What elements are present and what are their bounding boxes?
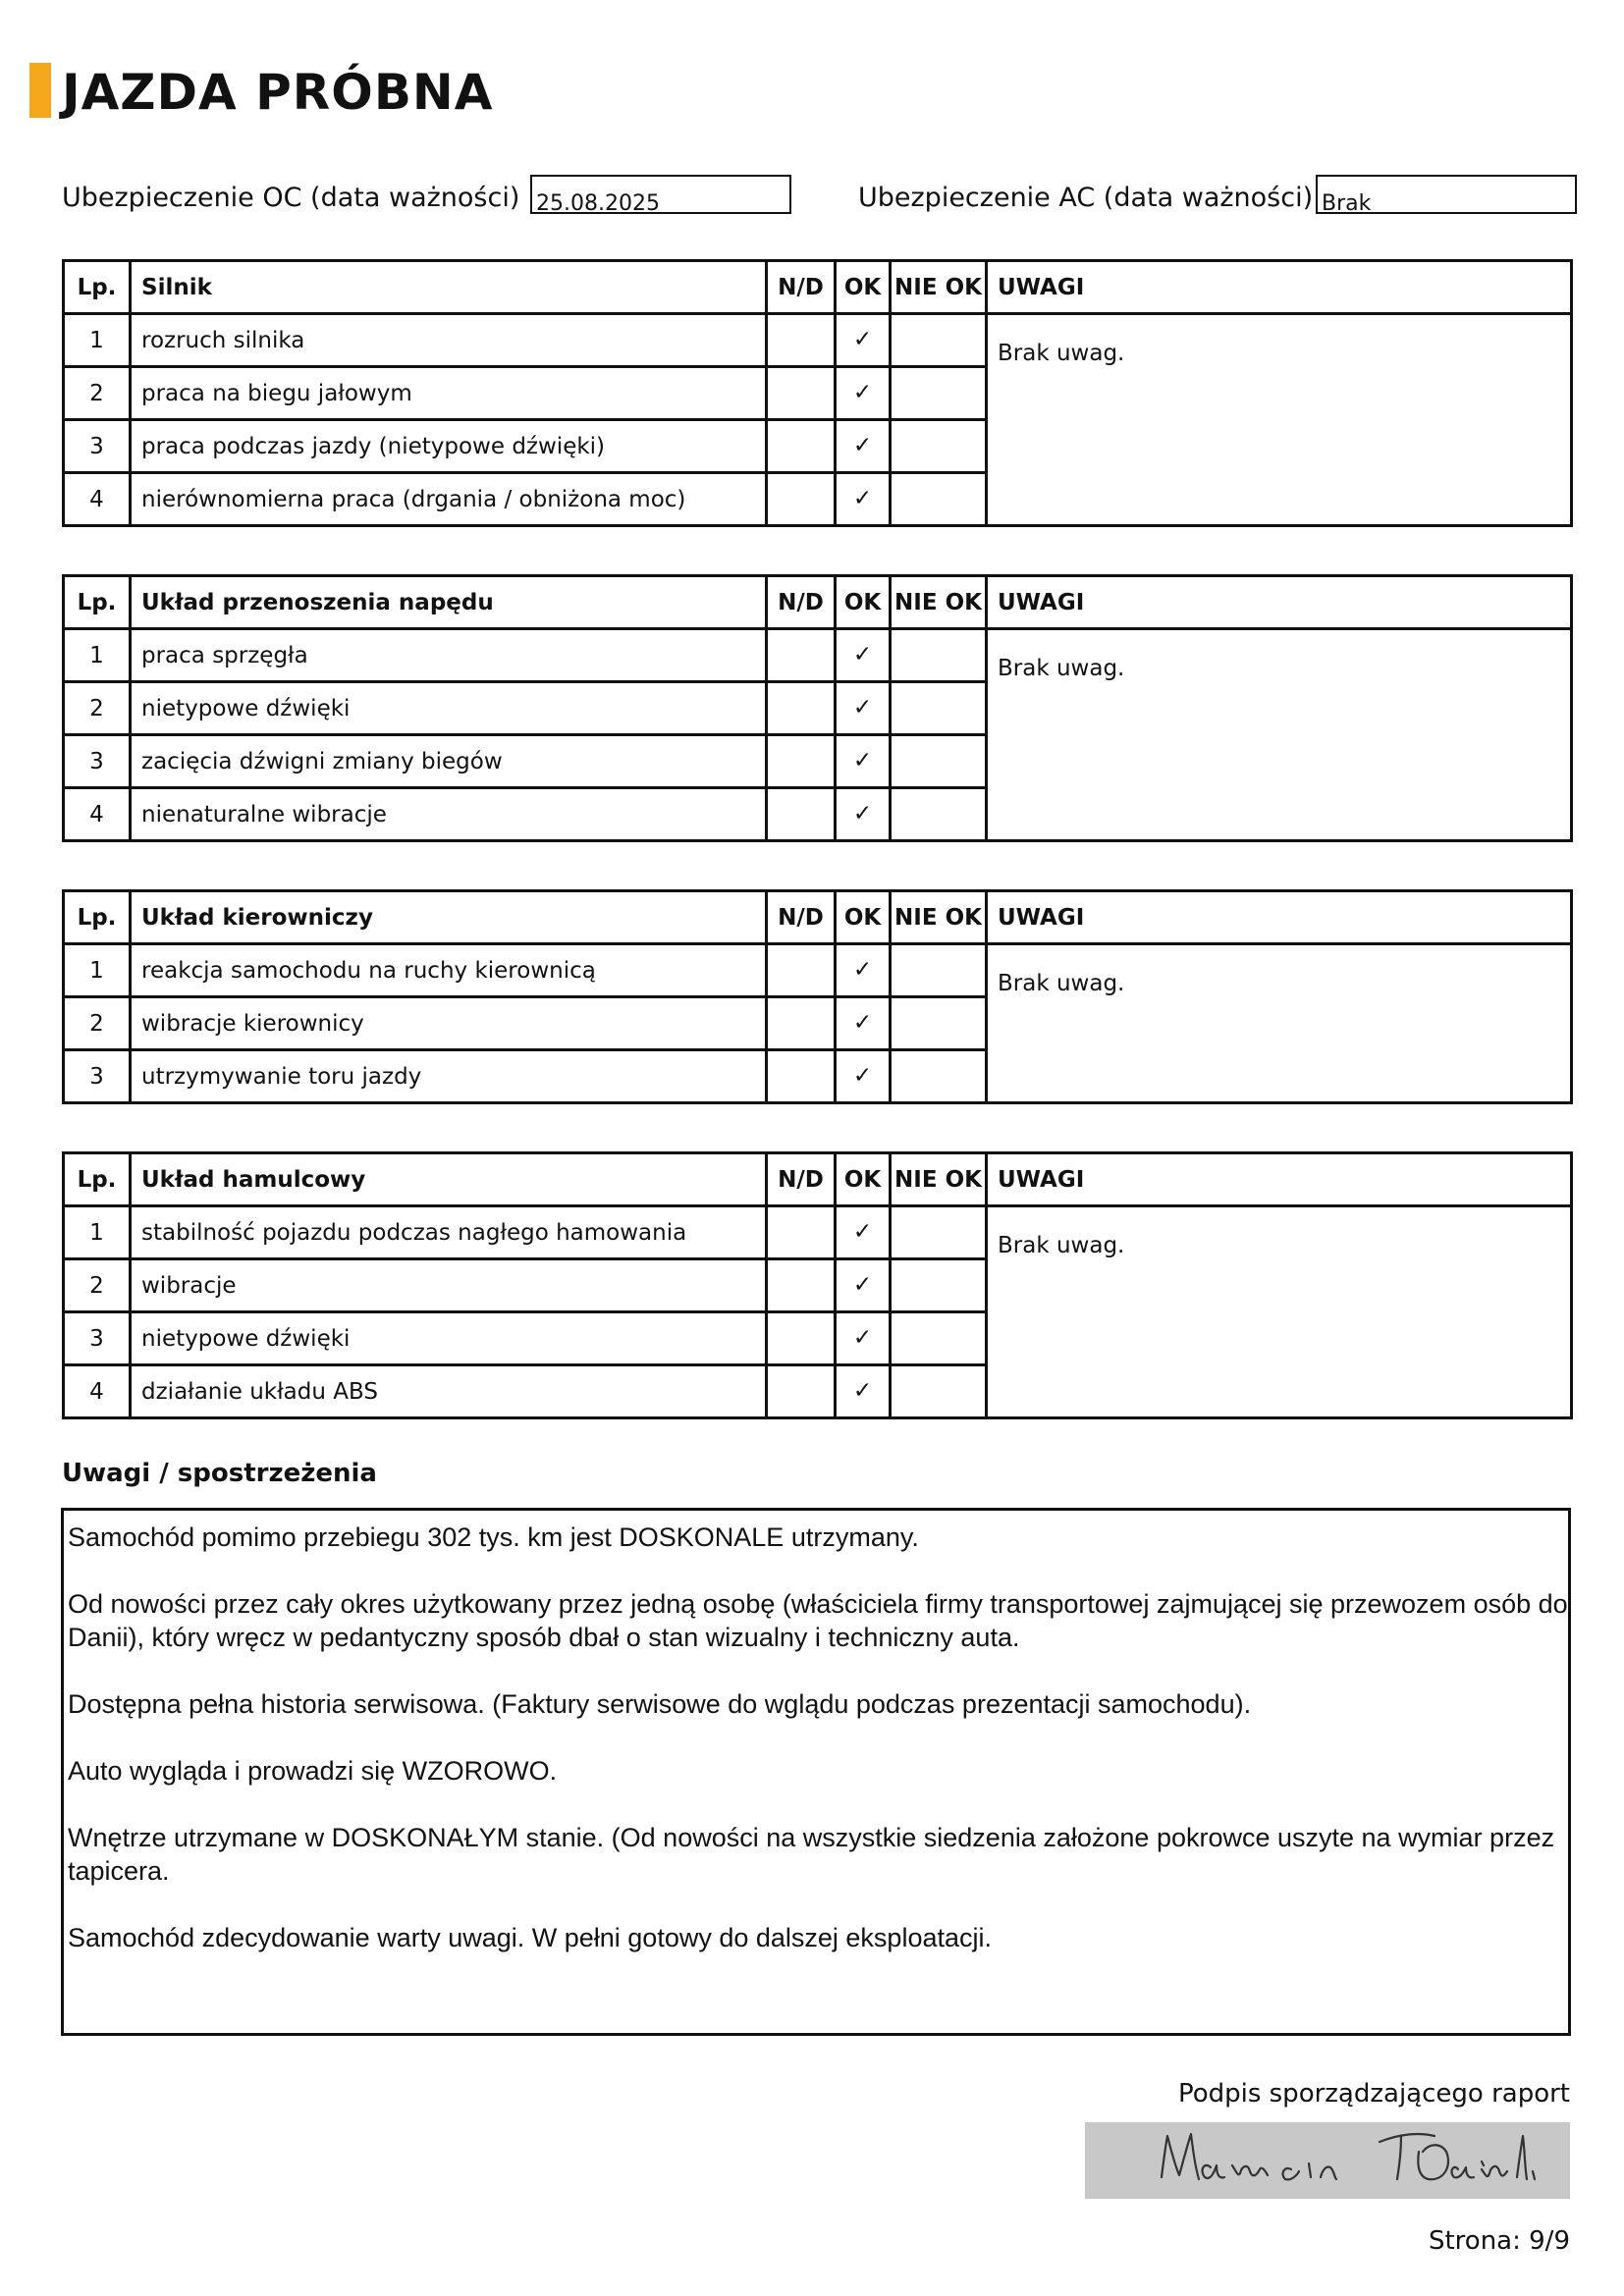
ok-checkmark-icon: ✓ <box>836 629 891 682</box>
ac-insurance-label: Ubezpieczenie AC (data ważności) <box>858 183 1314 213</box>
notes-label: Uwagi / spostrzeżenia <box>62 1459 377 1488</box>
ok-checkmark-icon: ✓ <box>836 1365 891 1418</box>
header-nie-ok: NIE OK <box>891 576 987 629</box>
nd-cell <box>767 1206 836 1259</box>
header-uwagi: UWAGI <box>987 261 1572 314</box>
nie-ok-cell <box>891 314 987 367</box>
header-nd: N/D <box>767 261 836 314</box>
nie-ok-cell <box>891 1365 987 1418</box>
ac-insurance-field: Brak <box>1316 175 1577 214</box>
row-number: 2 <box>64 367 131 420</box>
table-row <box>64 314 1572 367</box>
header-section-name: Układ hamulcowy <box>131 1153 767 1206</box>
header-nie-ok: NIE OK <box>891 1153 987 1206</box>
nd-cell <box>767 314 836 367</box>
signature-image <box>1085 2122 1570 2199</box>
page-number: Strona: 9/9 <box>1428 2226 1570 2256</box>
notes-paragraph: Auto wygląda i prowadzi się WZOROWO. <box>68 1756 558 1786</box>
nd-cell <box>767 682 836 735</box>
header-nd: N/D <box>767 1153 836 1206</box>
header-nie-ok: NIE OK <box>891 261 987 314</box>
row-number: 1 <box>64 944 131 997</box>
row-label: praca podczas jazdy (nietypowe dźwięki) <box>131 420 767 473</box>
table-header-row <box>64 261 1572 314</box>
nd-cell <box>767 1312 836 1365</box>
nd-cell <box>767 629 836 682</box>
row-number: 1 <box>64 629 131 682</box>
row-label: praca na biegu jałowym <box>131 367 767 420</box>
row-number: 1 <box>64 1206 131 1259</box>
row-label: zacięcia dźwigni zmiany biegów <box>131 735 767 788</box>
nd-cell <box>767 735 836 788</box>
table-header-row <box>64 891 1572 944</box>
ok-checkmark-icon: ✓ <box>836 1050 891 1103</box>
table-row <box>64 629 1572 682</box>
nd-cell <box>767 1365 836 1418</box>
row-number: 4 <box>64 1365 131 1418</box>
row-label: utrzymywanie toru jazdy <box>131 1050 767 1103</box>
header-section-name: Układ przenoszenia napędu <box>131 576 767 629</box>
nd-cell <box>767 473 836 526</box>
header-ok: OK <box>836 1153 891 1206</box>
ok-checkmark-icon: ✓ <box>836 473 891 526</box>
notes-paragraph: Dostępna pełna historia serwisowa. (Faktury serwisowe do wglądu podczas prezentacji samochodu). <box>68 1689 1252 1719</box>
ok-checkmark-icon: ✓ <box>836 1206 891 1259</box>
nd-cell <box>767 420 836 473</box>
row-label: wibracje kierownicy <box>131 997 767 1050</box>
nie-ok-cell <box>891 1312 987 1365</box>
row-number: 2 <box>64 997 131 1050</box>
row-label: nierównomierna praca (drgania / obniżona moc) <box>131 473 767 526</box>
row-number: 2 <box>64 682 131 735</box>
notes-paragraph: Wnętrze utrzymane w DOSKONAŁYM stanie. (Od nowości na wszystkie siedzenia założone pokrowce uszyte na wymiar przez tapicera. <box>68 1823 1555 1886</box>
row-number: 1 <box>64 314 131 367</box>
row-number: 3 <box>64 1312 131 1365</box>
uwagi-remarks: Brak uwag. <box>987 314 1572 526</box>
row-label: działanie układu ABS <box>131 1365 767 1418</box>
nie-ok-cell <box>891 473 987 526</box>
header-lp: Lp. <box>64 576 131 629</box>
notes-paragraph: Samochód zdecydowanie warty uwagi. W pełni gotowy do dalszej eksploatacji. <box>68 1923 992 1952</box>
ok-checkmark-icon: ✓ <box>836 682 891 735</box>
ok-checkmark-icon: ✓ <box>836 367 891 420</box>
header-ok: OK <box>836 576 891 629</box>
row-label: reakcja samochodu na ruchy kierownicą <box>131 944 767 997</box>
nie-ok-cell <box>891 1206 987 1259</box>
signature-label: Podpis sporządzającego raport <box>1177 2079 1570 2109</box>
nd-cell <box>767 997 836 1050</box>
uwagi-remarks: Brak uwag. <box>987 1206 1572 1418</box>
row-label: wibracje <box>131 1259 767 1312</box>
notes-paragraph: Samochód pomimo przebiegu 302 tys. km jest DOSKONALE utrzymany. <box>68 1522 919 1552</box>
oc-insurance-label: Ubezpieczenie OC (data ważności) <box>62 183 520 213</box>
nie-ok-cell <box>891 735 987 788</box>
row-number: 3 <box>64 420 131 473</box>
ok-checkmark-icon: ✓ <box>836 1312 891 1365</box>
row-label: praca sprzęgła <box>131 629 767 682</box>
header-lp: Lp. <box>64 261 131 314</box>
ok-checkmark-icon: ✓ <box>836 788 891 841</box>
nd-cell <box>767 788 836 841</box>
table-header-row <box>64 1153 1572 1206</box>
header-nd: N/D <box>767 891 836 944</box>
inspection-table <box>62 889 1573 1104</box>
ok-checkmark-icon: ✓ <box>836 997 891 1050</box>
nie-ok-cell <box>891 788 987 841</box>
inspection-table <box>62 574 1573 842</box>
row-number: 3 <box>64 735 131 788</box>
header-nie-ok: NIE OK <box>891 891 987 944</box>
uwagi-remarks: Brak uwag. <box>987 944 1572 1103</box>
row-number: 3 <box>64 1050 131 1103</box>
ok-checkmark-icon: ✓ <box>836 1259 891 1312</box>
nie-ok-cell <box>891 944 987 997</box>
header-ok: OK <box>836 891 891 944</box>
inspection-table <box>62 259 1573 527</box>
header-uwagi: UWAGI <box>987 576 1572 629</box>
nie-ok-cell <box>891 682 987 735</box>
table-header-row <box>64 576 1572 629</box>
header-section-name: Silnik <box>131 261 767 314</box>
nie-ok-cell <box>891 367 987 420</box>
row-label: nietypowe dźwięki <box>131 682 767 735</box>
table-row <box>64 944 1572 997</box>
table-row <box>64 1206 1572 1259</box>
header-lp: Lp. <box>64 1153 131 1206</box>
notes-paragraph: Od nowości przez cały okres użytkowany przez jedną osobę (właściciela firmy transportowej zajmującej się przewozem osób do Danii), który wręcz w pedantyczny sposób dbał o stan wizualny i techniczny auta. <box>68 1589 1568 1652</box>
nie-ok-cell <box>891 997 987 1050</box>
row-label: nietypowe dźwięki <box>131 1312 767 1365</box>
notes-box <box>61 1508 1571 2036</box>
nd-cell <box>767 367 836 420</box>
nd-cell <box>767 1050 836 1103</box>
header-nd: N/D <box>767 576 836 629</box>
header-lp: Lp. <box>64 891 131 944</box>
row-number: 4 <box>64 788 131 841</box>
nd-cell <box>767 944 836 997</box>
row-number: 2 <box>64 1259 131 1312</box>
row-number: 4 <box>64 473 131 526</box>
header-section-name: Układ kierowniczy <box>131 891 767 944</box>
uwagi-remarks: Brak uwag. <box>987 629 1572 841</box>
page-title: JAZDA PRÓBNA <box>62 64 494 121</box>
row-label: rozruch silnika <box>131 314 767 367</box>
row-label: nienaturalne wibracje <box>131 788 767 841</box>
nie-ok-cell <box>891 1259 987 1312</box>
ok-checkmark-icon: ✓ <box>836 735 891 788</box>
nie-ok-cell <box>891 1050 987 1103</box>
nie-ok-cell <box>891 420 987 473</box>
inspection-table <box>62 1151 1573 1419</box>
header-uwagi: UWAGI <box>987 1153 1572 1206</box>
header-ok: OK <box>836 261 891 314</box>
handwritten-signature <box>1085 2122 1570 2199</box>
header-uwagi: UWAGI <box>987 891 1572 944</box>
ok-checkmark-icon: ✓ <box>836 420 891 473</box>
ok-checkmark-icon: ✓ <box>836 314 891 367</box>
row-label: stabilność pojazdu podczas nagłego hamowania <box>131 1206 767 1259</box>
title-accent-bar <box>29 63 51 118</box>
oc-insurance-field: 25.08.2025 <box>530 175 791 214</box>
nd-cell <box>767 1259 836 1312</box>
ok-checkmark-icon: ✓ <box>836 944 891 997</box>
nie-ok-cell <box>891 629 987 682</box>
